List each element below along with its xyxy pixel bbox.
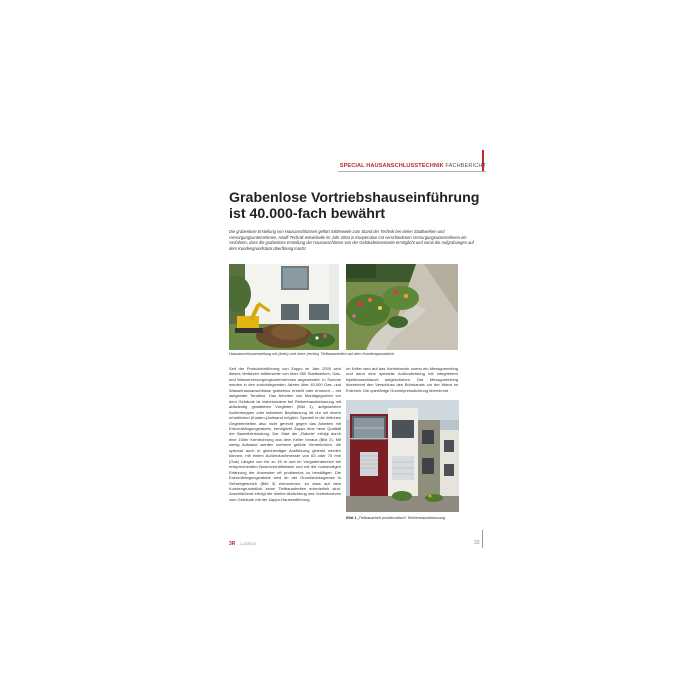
- caption-bottom-photo: [346, 516, 445, 520]
- caption-top-photos: Hausanschlusserstellung mit (links) und ohne (rechts) Tiefbauarbeiten auf dem Kundengrundstück: [229, 352, 395, 356]
- article-column-right: Im Keller wird auf das Vortriebsrohr zuerst ein Messgummiring und dann eine spezielle Außendichtung mit integriertem Injektionsschlauch aufgeschoben. Der Messgummiring übernimmt den Verschluss des Bohrkanals vor der Wand im Erdreich. Die querfähige Gummipressdichtung übernimmt: [346, 366, 458, 393]
- article-title-line2: ist 40.000-fach bewährt: [229, 206, 386, 222]
- page-number: 33: [474, 540, 480, 546]
- article-lead: Die grabenlose Erstellung von Hausanschlüssen gehört mittlerweile zum Stand der Technik bei vielen Stadtwerken und Versorgungsunternehmen. Hauff-Technik entwickelte im Jahr 2004 in Kooperation mit verschiedenen Versorgungsunternehmen ein Verfahren, dass die grabenlose Erstellung der Hausanschlüsse von der Gebäudeinnenseite ermöglicht und somit die Aufgrabungen auf dem Kundengrundstück überflüssig macht.: [229, 229, 474, 251]
- section-header: [338, 163, 486, 169]
- photo-excavation: [229, 264, 339, 350]
- header-rule: [338, 171, 486, 172]
- caption-figure-number: Bild 1: [346, 516, 357, 520]
- footer-rule: [482, 530, 483, 548]
- photo-row-houses: [346, 400, 459, 512]
- section-header-type: FACHBERICHT: [445, 163, 486, 169]
- article-title: [229, 190, 489, 222]
- photo-garden: [346, 264, 458, 350]
- magazine-logo: 3R: [229, 541, 236, 547]
- article-title-line1: Grabenlose Vortriebshauseinführung: [229, 190, 480, 206]
- caption-bottom-text: „Tiefbauarbeit problematisch“ Reihenhausbebauung: [356, 516, 445, 520]
- issue-number: 1-2/2013: [240, 541, 256, 546]
- article-column-left: Seit der Produkteinführung von Zappo im Jahr 2005 wird dieses Verfahren mittlerweile von über 350 Stadtwerken, Gas- und Wasserversorgungsunternehmen angewendet. In Summe wurden in den zurückliegenden Jahren über 40.000 Gas- und Wasserhausanschlüsse grabenlos erstellt oder erneuert – mit steigender Tendenz. Das Arbeiten von Montagegruben vor dem Gebäude ist insbesondere bei Reihenhausbebauung mit aufwändig gestalteten Vorgärten (Bild 1), aufgesetzten Außentreppen oder teilweiser Bepflanzung oft nur mit einem erheblichen (Kosten-)Aufwand möglich. Speziell in die örtlichen Gegebenheiten also nicht gerecht gegen das Arbeiten mit Erdverdrängungsrakete, ermöglicht Zappo eine neue Qualität der Bauteileinbindung. Der Start der „Rakete“ erfolgt durch eine 100er Kernbohrung aus dem Keller heraus (Bild 2). Mit wenig Aufwand werden mehrere geübte Vortriebrohre, die optional auch in gleichzeitiger Ausführung gelenkt werden können, mit einem Außendurchmesser von 63 oder 75 mm (Gas) Längen von bis zu 15 m und im Vorgartenbereich bei entsprechenden Bodenverhältnissen und mit der notwendigen Erfahrung der Anwender oft problemlos zu bewältigen. Die Erdverdrängungsrakete wird an der Grundstücksgrenze in Gehwegbereich (Bild 3) entnommen, so dass auf dem Kundengrundstück keine Tiefbauarbeiten erforderlich sind. Anschließend erfolgt die direkte Abdichtung des Vortriebrohres zum Gebäude mit der Zappo-Hauseinführung.: [229, 366, 341, 502]
- section-header-topic: SPECIAL HAUSANSCHLUSSTECHNIK: [339, 163, 444, 169]
